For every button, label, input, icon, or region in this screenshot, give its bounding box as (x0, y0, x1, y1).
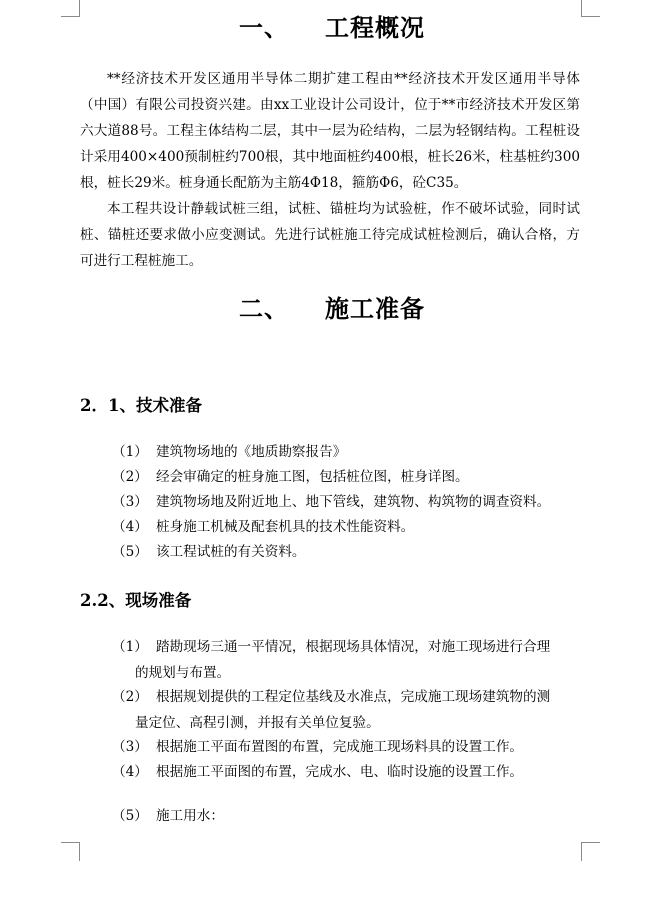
list-item-number: （2） (112, 469, 148, 485)
list-item (112, 539, 582, 565)
list-item-text: 根据施工平面布置图的布置，完成施工现场料具的设置工作。 (156, 739, 524, 755)
list-item-number: （3） (112, 494, 148, 510)
list-item-number: （2） (112, 689, 148, 705)
section-1-number: 一、 (239, 13, 289, 42)
list-item-number: （3） (112, 739, 148, 755)
list-item (112, 734, 582, 760)
list-item (112, 489, 582, 515)
list-item (112, 634, 582, 686)
paragraph-2: 本工程共设计静载试桩三组，试桩、锚桩均为试验桩，作不破坏试验，同时试桩、锚桩还要求做小应变测试。先进行试桩施工待完成试桩检测后，确认合格，方可进行工程桩施工。 (80, 201, 580, 269)
list-item-number: （5） (112, 544, 148, 560)
section-2-number: 二、 (239, 294, 289, 323)
list-item-continuation: 的规划与布置。 (135, 665, 231, 681)
subsection-2-1-heading: 2．1、技术准备 (80, 396, 202, 415)
list-item-text: 根据施工平面图的布置，完成水、电、临时设施的设置工作。 (156, 764, 524, 780)
list-item-number: （4） (112, 519, 148, 535)
list-item (112, 464, 582, 490)
section-2-title: 施工准备 (325, 294, 425, 323)
list-item (112, 514, 582, 540)
list-item-text: 施工用水： (156, 808, 224, 824)
list-item (112, 684, 582, 736)
list-item-continuation: 量定位、高程引测，并报有关单位复验。 (135, 715, 380, 731)
crop-mark-bottom-right (581, 842, 600, 861)
list-item-text: 建筑物场地及附近地上、地下管线，建筑物、构筑物的调查资料。 (156, 494, 551, 510)
list-item-number: （1） (112, 444, 148, 460)
list-item-number: （4） (112, 764, 148, 780)
list-item-number: （1） (112, 639, 148, 655)
list-item-text: 建筑物场地的《地质勘察报告》 (156, 444, 347, 460)
section-2-heading (0, 289, 664, 324)
crop-mark-bottom-left (61, 842, 80, 861)
list-item (112, 803, 582, 829)
section-1-heading (0, 8, 664, 43)
section-1-title: 工程概况 (325, 13, 425, 42)
list-item-text: 踏勘现场三通一平情况，根据现场具体情况，对施工现场进行合理 (156, 639, 551, 655)
subsection-2-2-heading: 2.2、现场准备 (80, 591, 192, 610)
list-item-text: 经会审确定的桩身施工图，包括桩位图，桩身详图。 (156, 469, 469, 485)
list-item (112, 439, 582, 465)
section-1-body (80, 66, 580, 274)
paragraph-1: **经济技术开发区通用半导体二期扩建工程由**经济技术开发区通用半导体（中国）有限公司投资兴建。由xx工业设计公司设计，位于**市经济技术开发区第六大道88号。工程主体结构二层，其中一层为砼结构，二层为轻钢结构。工程桩设计采用400×400预制桩约700根，其中地面桩约400根，桩长26米，柱基桩约300根，桩长29米。桩身通长配筋为主筋4Φ18，箍筋Φ6，砼C35。 (80, 71, 580, 191)
list-item-number: （5） (112, 808, 148, 824)
list-item-text: 根据规划提供的工程定位基线及水准点，完成施工现场建筑物的测 (156, 689, 551, 705)
list-item (112, 759, 582, 785)
list-item-text: 该工程试桩的有关资料。 (156, 544, 306, 560)
list-item-text: 桩身施工机械及配套机具的技术性能资料。 (156, 519, 415, 535)
